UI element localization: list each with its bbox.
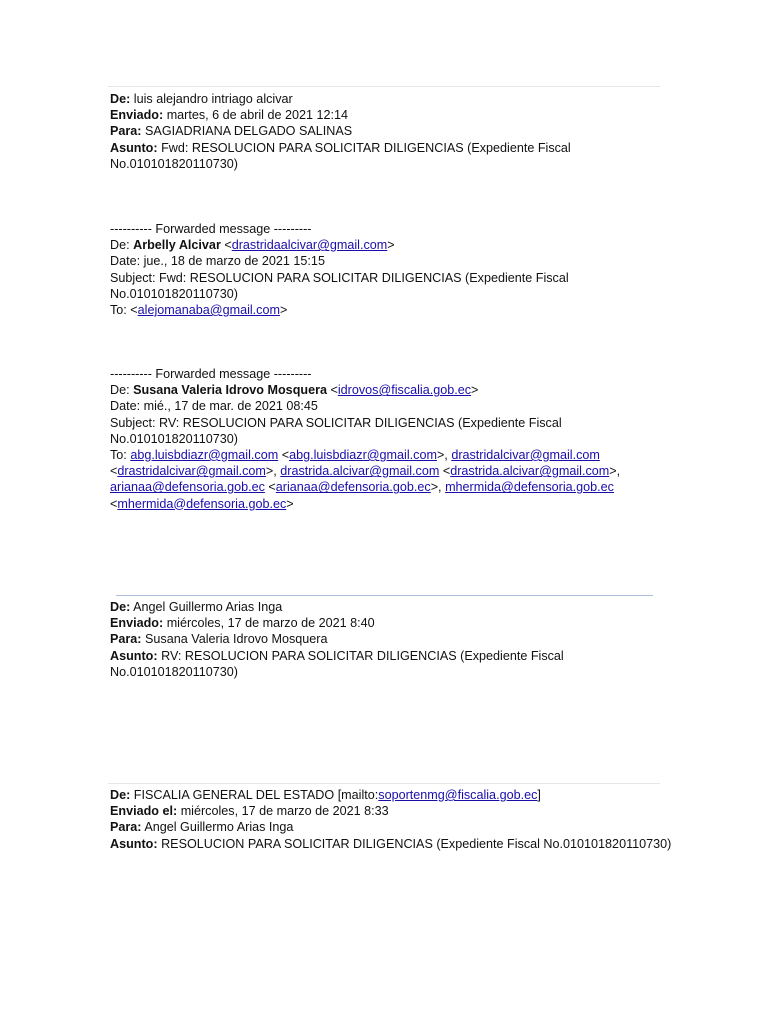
sent-date: miércoles, 17 de marzo de 2021 8:40	[166, 616, 375, 631]
forwarded-message-2: ---------- Forwarded message --------- De: Susana Valeria Idrovo Mosquera <idrovos@fiscalia.gob.ec> Date: mié., 17 de mar. de 2021 08:45 Subject: RV: RESOLUCION PARA SOLICITAR DILIGENCIAS (Expediente Fiscal No.010101820110730) To: abg.luisbdiazr@gmail.com <abg.luisbdiazr@gmail.com>, drastridalcivar@gmail.com <drastridalcivar@gmail.com>, drastrida.alcivar@gmail.com <drastrida.alcivar@gmail.com>, arianaa@defensoria.gob.ec <arianaa@defensoria.gob.ec>, mhermida@defensoria.gob.ec <mhermida@defensoria.gob.ec>	[110, 366, 670, 512]
subject-line-2: No.010101820110730)	[110, 431, 238, 446]
to-email-link[interactable]: mhermida@defensoria.gob.ec	[445, 480, 614, 495]
label-para: Para:	[110, 820, 142, 835]
label-enviado: Enviado:	[110, 616, 164, 631]
label-para: Para:	[110, 124, 142, 139]
label-to: To:	[110, 302, 127, 317]
to-email-link[interactable]: drastridalcivar@gmail.com	[451, 447, 600, 462]
sent-date: martes, 6 de abril de 2021 12:14	[166, 108, 349, 123]
recipient: Susana Valeria Idrovo Mosquera	[145, 632, 328, 647]
label-asunto: Asunto:	[110, 836, 158, 851]
to-email-link[interactable]: alejomanaba@gmail.com	[137, 302, 280, 317]
sender: FISCALIA GENERAL DEL ESTADO [mailto:	[133, 788, 379, 802]
sender: luis alejandro intriago alcivar	[133, 92, 293, 106]
date-line: Date: mié., 17 de mar. de 2021 08:45	[110, 399, 318, 414]
sender-email-link[interactable]: soportenmg@fiscalia.gob.ec	[378, 788, 538, 802]
subject-line-1: Subject: Fwd: RESOLUCION PARA SOLICITAR DILIGENCIAS (Expediente Fiscal	[110, 270, 569, 285]
sender-email-link[interactable]: drastridaalcivar@gmail.com	[231, 238, 388, 253]
forward-header: ---------- Forwarded message ---------	[110, 367, 312, 381]
to-email-link[interactable]: arianaa@defensoria.gob.ec	[110, 480, 265, 495]
email-header-1	[110, 91, 670, 172]
subject-line-2: No.010101820110730)	[110, 286, 238, 301]
forwarded-message-1: ---------- Forwarded message --------- De: Arbelly Alcivar <drastridaalcivar@gmail.com> Date: jue., 18 de marzo de 2021 15:15 Subject: Fwd: RESOLUCION PARA SOLICITAR DILIGENCIAS (Expediente Fiscal No.010101820110730) To: <alejomanaba@gmail.com>	[110, 221, 670, 318]
separator-middle	[116, 595, 653, 596]
to-email-link[interactable]: abg.luisbdiazr@gmail.com	[130, 447, 279, 462]
forward-header: ---------- Forwarded message ---------	[110, 222, 312, 236]
recipient: SAGIADRIANA DELGADO SALINAS	[145, 124, 353, 139]
to-email-link[interactable]: drastridalcivar@gmail.com	[117, 464, 266, 479]
sender-email-link[interactable]: idrovos@fiscalia.gob.ec	[337, 383, 472, 398]
sent-date: miércoles, 17 de marzo de 2021 8:33	[180, 804, 389, 819]
label-de: De:	[110, 383, 130, 398]
recipient: Angel Guillermo Arias Inga	[144, 820, 294, 835]
label-de: De:	[110, 238, 130, 253]
separator-bottom	[108, 783, 660, 784]
bracket-close: ]	[537, 788, 541, 802]
label-enviado: Enviado:	[110, 108, 164, 123]
to-email-link[interactable]: arianaa@defensoria.gob.ec	[275, 480, 431, 495]
subject-line-1: RV: RESOLUCION PARA SOLICITAR DILIGENCIAS (Expediente Fiscal	[161, 648, 564, 663]
subject-line-2: No.010101820110730)	[110, 664, 238, 679]
to-email-link[interactable]: drastrida.alcivar@gmail.com	[280, 464, 440, 479]
sender: Angel Guillermo Arias Inga	[133, 600, 283, 614]
label-de: De:	[110, 600, 131, 614]
subject-line-1: Subject: RV: RESOLUCION PARA SOLICITAR DILIGENCIAS (Expediente Fiscal	[110, 415, 562, 430]
label-de: De:	[110, 788, 131, 802]
sender-name: Arbelly Alcivar	[133, 238, 221, 253]
separator-top	[108, 86, 660, 87]
subject-line-2: No.010101820110730)	[110, 156, 238, 171]
label-asunto: Asunto:	[110, 648, 158, 663]
to-email-link[interactable]: drastrida.alcivar@gmail.com	[450, 464, 610, 479]
email-header-3	[110, 787, 670, 852]
label-de: De:	[110, 92, 131, 106]
sender-name: Susana Valeria Idrovo Mosquera	[133, 383, 327, 398]
date-line: Date: jue., 18 de marzo de 2021 15:15	[110, 254, 325, 269]
to-email-link[interactable]: mhermida@defensoria.gob.ec	[117, 496, 287, 511]
subject: RESOLUCION PARA SOLICITAR DILIGENCIAS (Expediente Fiscal No.010101820110730)	[161, 836, 672, 851]
email-header-2	[110, 599, 670, 680]
label-enviado: Enviado el:	[110, 804, 178, 819]
label-asunto: Asunto:	[110, 140, 158, 155]
label-para: Para:	[110, 632, 142, 647]
label-to: To:	[110, 447, 127, 462]
subject-line-1: Fwd: RESOLUCION PARA SOLICITAR DILIGENCIAS (Expediente Fiscal	[161, 140, 571, 155]
to-email-link[interactable]: abg.luisbdiazr@gmail.com	[289, 447, 437, 462]
